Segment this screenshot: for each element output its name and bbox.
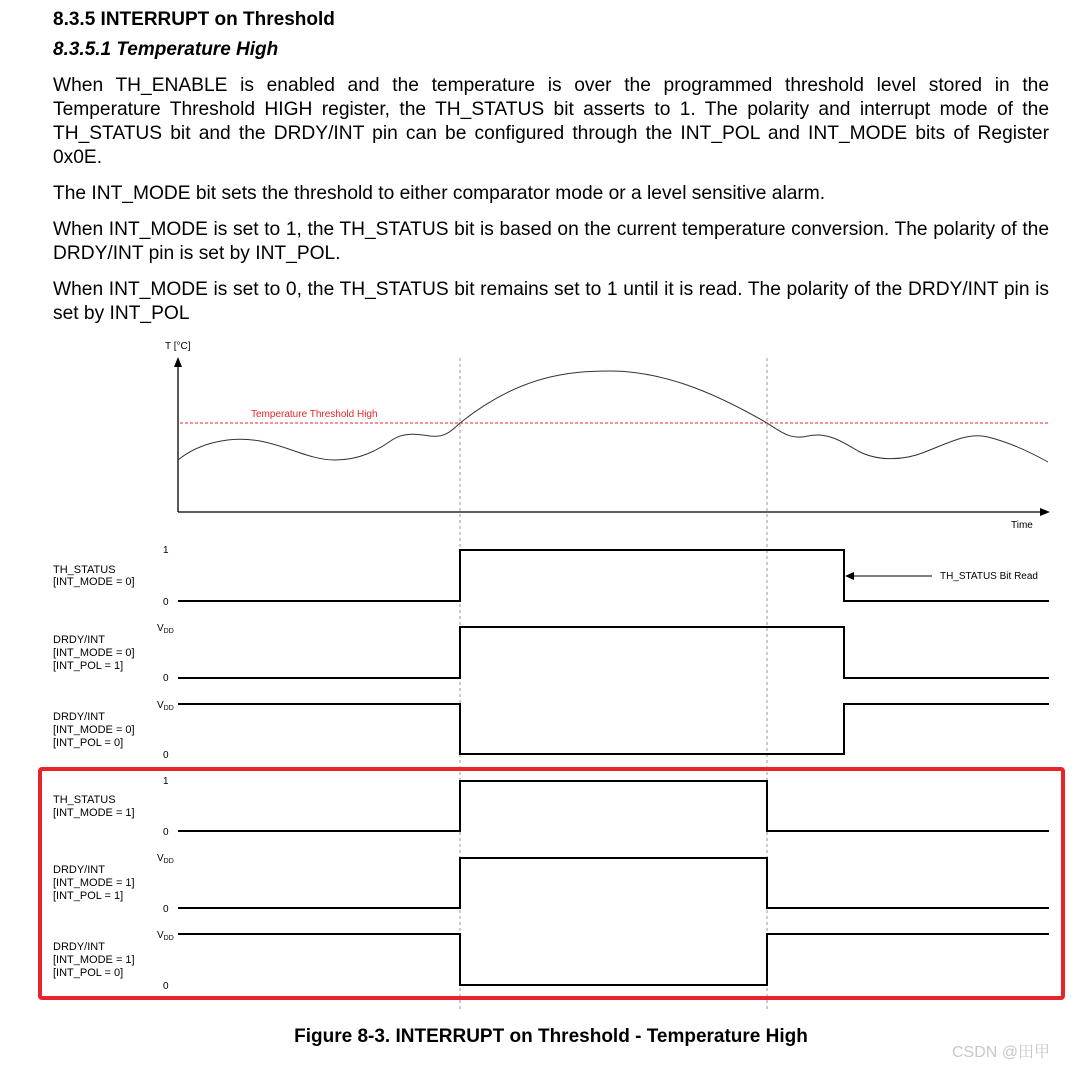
threshold-label: Temperature Threshold High (251, 409, 378, 420)
signal-condition: [INT_MODE = 0] (53, 724, 135, 736)
signal-condition: [INT_MODE = 0] (53, 647, 135, 659)
signal-label-2 (53, 623, 174, 684)
signal-label-5 (53, 853, 174, 915)
signal-condition: [INT_POL = 1] (53, 890, 124, 902)
low-level-label: 0 (163, 981, 169, 992)
signal-condition: [INT_POL = 0] (53, 967, 124, 979)
low-level-label: 0 (163, 827, 169, 838)
waveform-drdy-mode1-pol1 (178, 858, 1049, 908)
subsection-heading: 8.3.5.1 Temperature High (53, 39, 279, 60)
low-level-label: 0 (163, 597, 169, 608)
waveform-drdy-mode1-pol0 (178, 934, 1049, 985)
high-level-label: 1 (163, 545, 169, 556)
read-annotation: TH_STATUS Bit Read (940, 571, 1038, 582)
highlight-box (40, 769, 1063, 998)
high-level-label: 1 (163, 776, 169, 787)
signal-name: TH_STATUS (53, 564, 116, 576)
signal-name: DRDY/INT (53, 634, 105, 646)
x-axis-arrow (1040, 508, 1050, 516)
waveform-drdy-mode0-pol1 (178, 627, 1049, 678)
signal-condition: [INT_POL = 0] (53, 737, 124, 749)
vdd-label: $V_{DD}$ (157, 930, 174, 942)
signal-name: DRDY/INT (53, 711, 105, 723)
paragraph-int-mode-0: When INT_MODE is set to 0, the TH_STATUS bit remains set to 1 until it is read. The polarity of the DRDY/INT pin is set by INT_POL (53, 279, 1049, 324)
signal-condition: [INT_MODE = 1] (53, 807, 135, 819)
paragraph-int-mode: The INT_MODE bit sets the threshold to either comparator mode or a level sensitive alarm. (53, 183, 826, 204)
signal-condition: [INT_POL = 1] (53, 660, 124, 672)
y-axis-arrow (174, 357, 182, 367)
signal-name: DRDY/INT (53, 941, 105, 953)
vdd-label: $V_{DD}$ (157, 700, 174, 712)
x-axis-label: Time (1011, 520, 1033, 531)
vdd-label: $V_{DD}$ (157, 853, 174, 865)
low-level-label: 0 (163, 750, 169, 761)
signal-condition: [INT_MODE = 0] (53, 576, 135, 588)
low-level-label: 0 (163, 904, 169, 915)
paragraph-int-mode-1: When INT_MODE is set to 1, the TH_STATUS bit is based on the current temperature conversion. The polarity of the DRDY/INT pin is set by INT_POL. (53, 219, 1049, 264)
signal-name: TH_STATUS (53, 794, 116, 806)
signal-label-3 (53, 700, 174, 761)
paragraph-intro: When TH_ENABLE is enabled and the temperature is over the programmed threshold level stored in the Temperature Threshold HIGH register, the TH_STATUS bit asserts to 1. The polarity and interrupt mode of the TH_STATUS bit and the DRDY/INT pin can be configured through the INT_POL and INT_MODE bits of Register 0x0E. (53, 75, 1049, 168)
signal-condition: [INT_MODE = 1] (53, 877, 135, 889)
read-arrow-head (845, 572, 854, 580)
watermark: CSDN @田甲 (952, 1044, 1051, 1061)
section-heading: 8.3.5 INTERRUPT on Threshold (53, 9, 335, 30)
signal-condition: [INT_MODE = 1] (53, 954, 135, 966)
vdd-label: $V_{DD}$ (157, 623, 174, 635)
waveform-drdy-mode0-pol0 (178, 704, 1049, 754)
waveform-th-status-mode1 (178, 781, 1049, 831)
signal-label-1 (53, 545, 169, 608)
signal-label-4 (53, 776, 169, 838)
signal-label-6 (53, 930, 174, 992)
figure-caption: Figure 8-3. INTERRUPT on Threshold - Temperature High (294, 1026, 808, 1047)
low-level-label: 0 (163, 673, 169, 684)
y-axis-label: T [°C] (165, 341, 191, 352)
signal-name: DRDY/INT (53, 864, 105, 876)
